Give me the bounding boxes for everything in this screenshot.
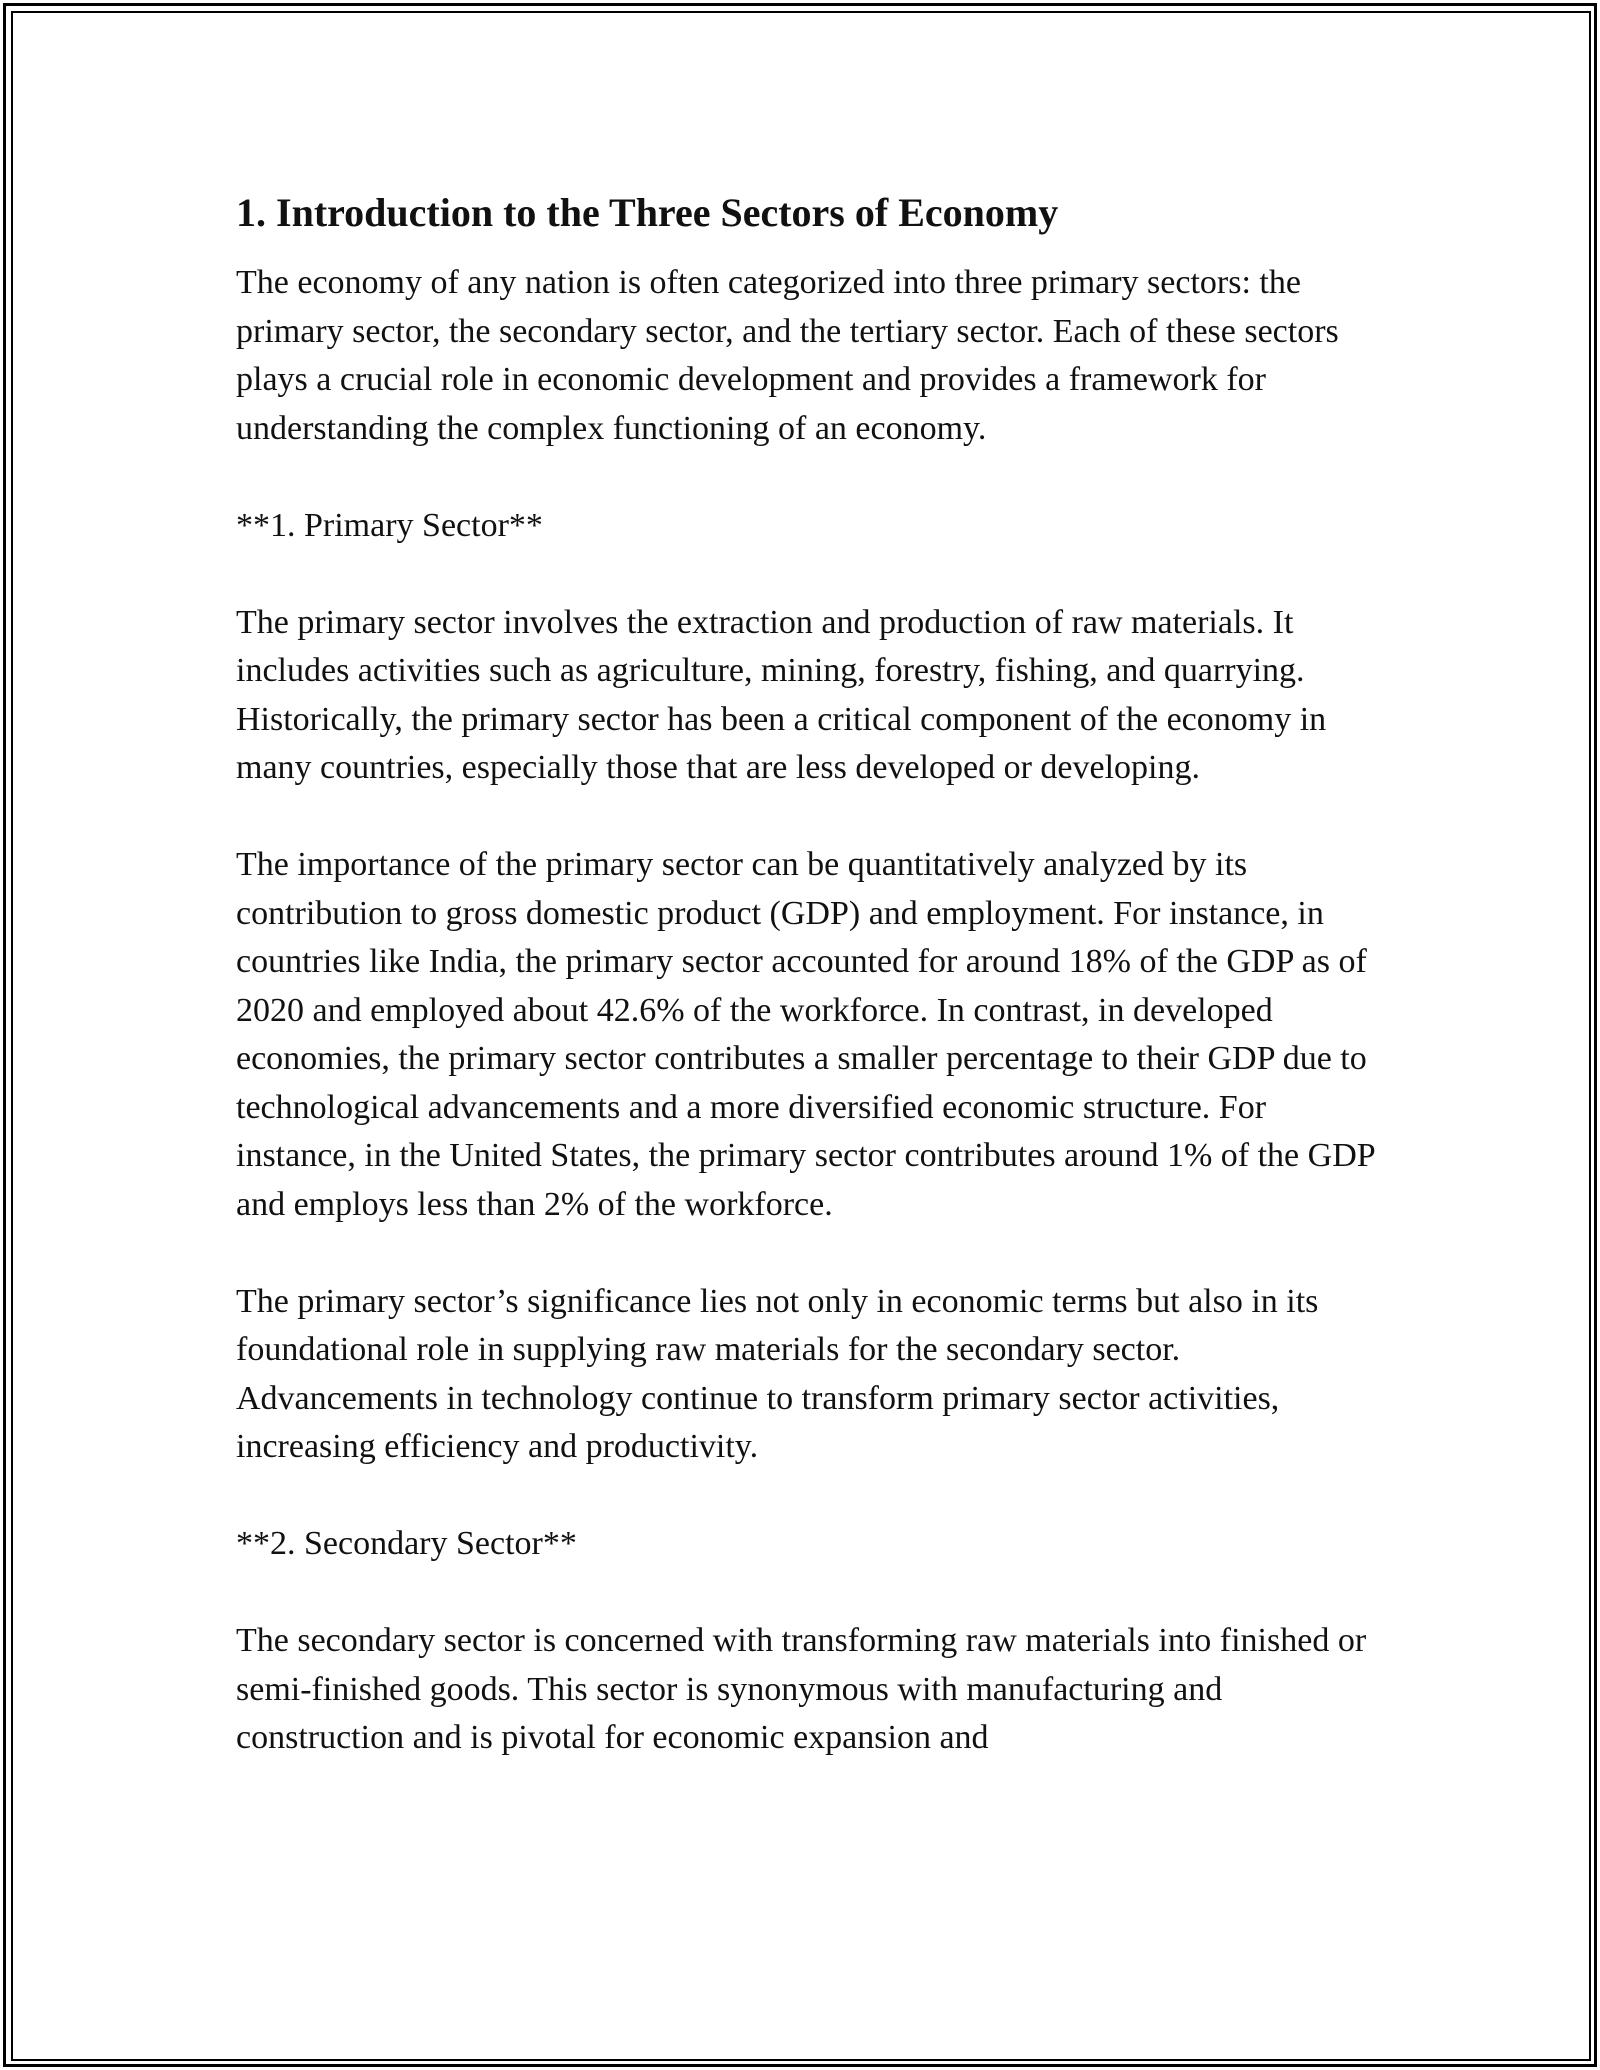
primary-sector-definition-paragraph: The primary sector involves the extraction and production of raw materials. It includes activities such as agriculture, mining, forestry, fishing, and quarrying. Historically, the primary sector has been a critical component of the economy in many countries, especially those that are less developed or developing. [236, 603, 1327, 786]
primary-sector-significance-paragraph: The primary sector’s significance lies not only in economic terms but also in its foundational role in supplying raw materials for the secondary sector. Advancements in technology continue to transform primary sector activities, increasing efficiency and productivity. [236, 1282, 1319, 1465]
document-body [236, 183, 1376, 1763]
primary-sector-gdp-paragraph: The importance of the primary sector can be quantitatively analyzed by its contribution to gross domestic product (GDP) and employment. For instance, in countries like India, the primary sector accounted for around 18% of the GDP as of 2020 and employed about 42.6% of the workforce. In contrast, in developed economies, the primary sector contributes a smaller percentage to their GDP due to technological advancements and a more diversified economic structure. For instance, in the United States, the primary sector contributes around 1% of the GDP and employs less than 2% of the workforce. [236, 846, 1375, 1223]
secondary-sector-heading: **2. Secondary Sector** [236, 1525, 577, 1562]
intro-paragraph: The economy of any nation is often categorized into three primary sectors: the primary sector, the secondary sector, and the tertiary sector. Each of these sectors plays a crucial role in economic development and provides a framework for understanding the complex functioning of an economy. [236, 264, 1339, 447]
document-title: 1. Introduction to the Three Sectors of Economy [236, 190, 1059, 235]
primary-sector-heading: **1. Primary Sector** [236, 506, 543, 544]
secondary-sector-definition-paragraph: The secondary sector is concerned with transforming raw materials into finished or semi-finished goods. This sector is synonymous with manufacturing and construction and is pivotal for economic expansion and [236, 1622, 1367, 1756]
